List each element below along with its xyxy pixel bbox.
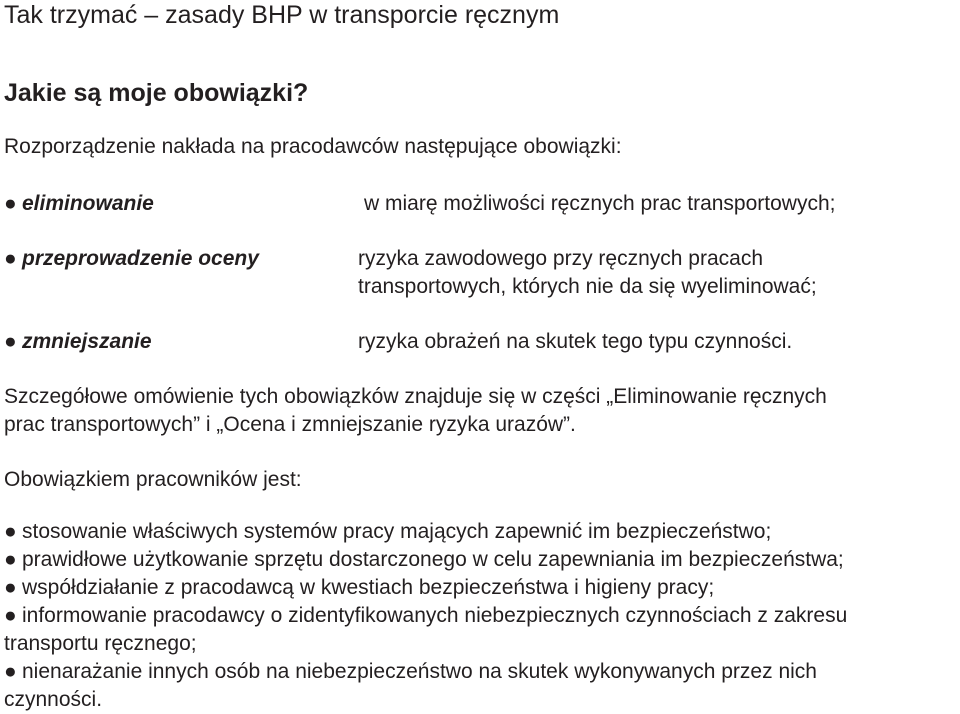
employer-duty-term	[4, 190, 154, 218]
bullet-icon: ●	[4, 520, 17, 543]
bullet-icon: ●	[4, 247, 17, 270]
bullet-icon: ●	[4, 548, 17, 571]
list-item	[4, 602, 847, 630]
bullet-icon: ●	[4, 192, 17, 215]
paragraph-line: Szczegółowe omówienie tych obowiązków znajduje się w części „Eliminowanie ręcznych	[4, 385, 827, 408]
employer-duty-term	[4, 328, 152, 356]
employee-duties-list	[4, 518, 847, 714]
employer-intro: Rozporządzenie nakłada na pracodawców następujące obowiązki:	[4, 135, 622, 158]
paragraph-line: prac transportowych” i „Ocena i zmniejszanie ryzyka urazów”.	[4, 413, 576, 436]
bullet-icon: ●	[4, 604, 17, 627]
list-item-text: informowanie pracodawcy o zidentyfikowanych niebezpiecznych czynnościach z zakresu	[22, 604, 848, 627]
list-item-continuation: transportu ręcznego;	[4, 632, 197, 655]
list-item-text: stosowanie właściwych systemów pracy mających zapewnić im bezpieczeństwo;	[22, 520, 772, 543]
list-item	[4, 546, 847, 574]
employer-duty-desc: ryzyka obrażeń na skutek tego typu czynności.	[358, 330, 793, 353]
details-paragraph	[4, 383, 827, 439]
duty-term-text: zmniejszanie	[22, 330, 152, 353]
page-title: Tak trzymać – zasady BHP w transporcie ręcznym	[4, 1, 560, 29]
bullet-icon: ●	[4, 330, 17, 353]
list-item-text: prawidłowe użytkowanie sprzętu dostarczonego w celu zapewniania im bezpieczeństwa;	[22, 548, 844, 571]
list-item-text: współdziałanie z pracodawcą w kwestiach bezpieczeństwa i higieny pracy;	[22, 576, 715, 599]
employer-duty-term	[4, 245, 259, 273]
list-item-continuation: czynności.	[4, 688, 103, 711]
bullet-icon: ●	[4, 660, 17, 683]
employer-duty-desc: w miarę możliwości ręcznych prac transportowych;	[364, 192, 836, 215]
list-item	[4, 574, 847, 602]
desc-line: transportowych, których nie da się wyeliminować;	[358, 275, 817, 298]
desc-line: ryzyka zawodowego przy ręcznych pracach	[358, 247, 764, 270]
duty-term-text: przeprowadzenie oceny	[22, 247, 259, 270]
employee-intro: Obowiązkiem pracowników jest:	[4, 468, 302, 491]
employer-duty-desc	[358, 245, 817, 301]
list-item	[4, 658, 847, 686]
list-item-text: nienarażanie innych osób na niebezpieczeństwo na skutek wykonywanych przez nich	[22, 660, 817, 683]
list-item	[4, 518, 847, 546]
section-heading: Jakie są moje obowiązki?	[4, 79, 309, 107]
bullet-icon: ●	[4, 576, 17, 599]
duty-term-text: eliminowanie	[22, 192, 154, 215]
